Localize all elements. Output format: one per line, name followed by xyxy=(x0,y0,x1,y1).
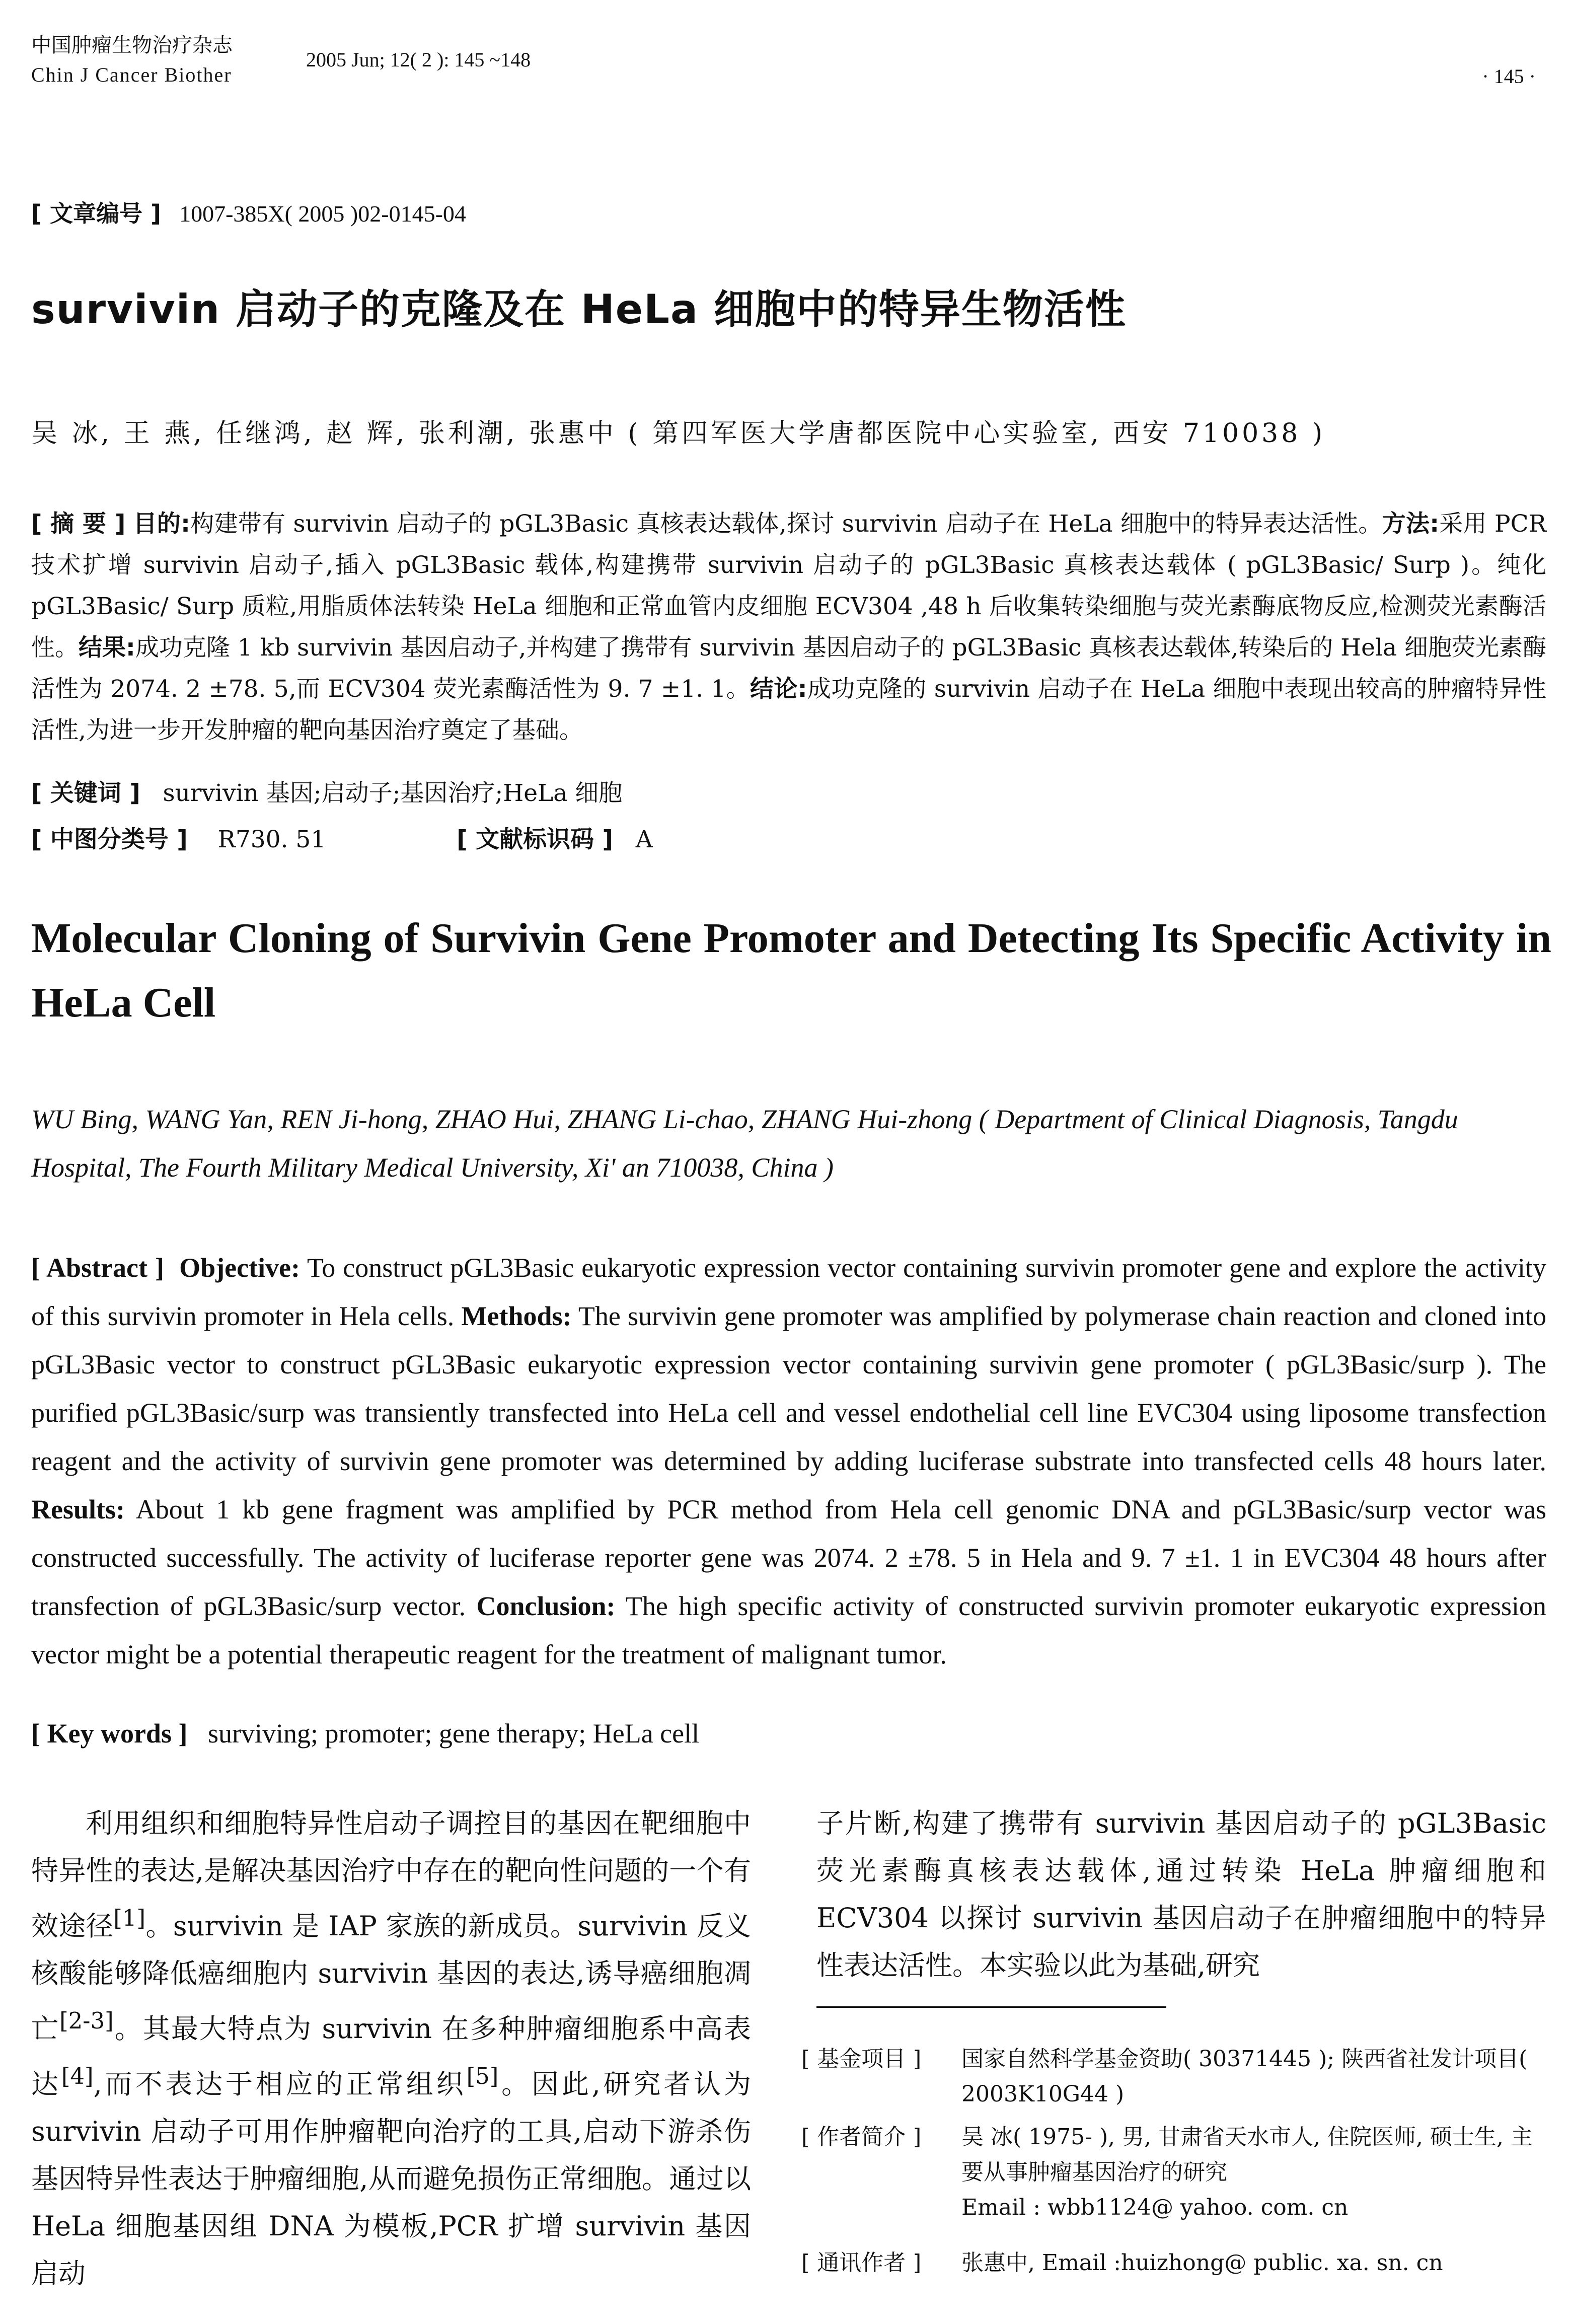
issue-info: 2005 Jun; 12( 2 ): 145 ~148 xyxy=(306,48,531,71)
doc-code-label: [ 文献标识码 ] xyxy=(457,826,613,853)
title-en: Molecular Cloning of Survivin Gene Promoter and Detecting Its Specific Activity in HeLa Cell xyxy=(31,915,1551,1026)
abstract-cn xyxy=(31,503,1546,751)
body-left-column xyxy=(31,1800,751,2297)
body-text: ,而不表达于相应的正常组织 xyxy=(93,2068,467,2100)
footnote-correspondence xyxy=(801,2245,1545,2281)
results-cn: 成功克隆 1 kb survivin 基因启动子,并构建了携带有 survivin 基因启动子的 pGL3Basic 真核表达载体,转染后的 Hela 细胞荧光素酶活性为 2074. 2 ±78. 5,而 ECV304 荧光素酶活性为 9. 7 ±1. 1。 xyxy=(31,634,1547,703)
page-number: · 145 · xyxy=(1482,65,1536,88)
results-en-label: Results: xyxy=(31,1494,125,1524)
conclusion-cn-label: 结论: xyxy=(750,675,807,703)
citation: [4] xyxy=(61,2063,94,2089)
article-number-label: [ 文章编号 ] xyxy=(31,200,162,227)
classification xyxy=(31,821,653,854)
objective-en-label: Objective: xyxy=(179,1253,300,1283)
body-text: 。survivin 是 IAP 家族的新成员。survivin 反义核酸能够降低癌细胞内 survivin 基因的表达,诱导癌细胞凋亡 xyxy=(31,1910,751,2045)
footnote-fund xyxy=(801,2042,1545,2112)
body-text: 利用组织和细胞特异性启动子调控目的基因在靶细胞中特异性的表达,是解决基因治疗中存在的靶向性问题的一个有效途径 xyxy=(31,1807,751,1942)
citation: [1] xyxy=(113,1905,146,1931)
author-info-label: [ 作者简介 ] xyxy=(801,2124,922,2150)
body-text: 。因此,研究者认为 survivin 启动子可用作肿瘤靶向治疗的工具,启动下游杀伤基因特异性表达于肿瘤细胞,从而避免损伤正常细胞。通过以 HeLa 细胞基因组 DNA 为模板,PCR 扩增 survivin 基因启动 xyxy=(31,2068,752,2289)
abstract-en-label: [ Abstract ] xyxy=(31,1253,165,1283)
body-right-column: 子片断,构建了携带有 survivin 基因启动子的 pGL3Basic 荧光素酶真核表达载体,通过转染 HeLa 肿瘤细胞和 ECV304 以探讨 survivin 基因启动子在肿瘤细胞中的特异性表达活性。本实验以此为基础,研究 xyxy=(816,1807,1546,1981)
author-bio: 吴 冰( 1975- ), 男, 甘肃省天水市人, 住院医师, 硕士生, 主要从事肿瘤基因治疗的研究 xyxy=(961,2124,1533,2185)
footnote-author xyxy=(801,2120,1545,2225)
article-number xyxy=(31,195,466,229)
methods-cn: 采用 PCR 技术扩增 survivin 启动子,插入 pGL3Basic 载体,构建携带 survivin 启动子的 pGL3Basic 真核表达载体 ( pGL3Basic/ Surp )。纯化 pGL3Basic/ Surp 质粒,用脂质体法转染 HeLa 细胞和正常血管内皮细胞 ECV304 ,48 h 后收集转染细胞与荧光素酶底物反应,检测荧光素酶活性。 xyxy=(31,510,1546,662)
journal-name-cn: 中国肿瘤生物治疗杂志 xyxy=(31,34,233,57)
conclusion-en: The high specific activity of constructed survivin promoter eukaryotic expression vector might be a potential therapeutic reagent for the treatment of malignant tumor. xyxy=(31,1591,1546,1669)
objective-cn: 构建带有 survivin 启动子的 pGL3Basic 真核表达载体,探讨 survivin 启动子在 HeLa 细胞中的特异表达活性。 xyxy=(190,510,1382,538)
abstract-en xyxy=(31,1244,1546,1679)
author-info-text xyxy=(961,2120,1545,2225)
keywords-cn-value: survivin 基因;启动子;基因治疗;HeLa 细胞 xyxy=(163,779,623,807)
methods-en: The survivin gene promoter was amplified by polymerase chain reaction and cloned into pGL3Basic vector to construct pGL3Basic eukaryotic expression vector containing survivin gene promoter ( pGL3Basic/surp ). The purified pGL3Basic/surp was transiently transfected into HeLa cell and vessel endothelial cell line EVC304 using liposome transfection reagent and the activity of survivin gene promoter was determined by adding luciferase substrate into transfected cells 48 hours later. xyxy=(31,1301,1546,1476)
corresponding-label: [ 通讯作者 ] xyxy=(801,2250,922,2276)
results-cn-label: 结果: xyxy=(79,634,135,662)
journal-name-en: Chin J Cancer Biother xyxy=(31,63,232,86)
authors-cn: 吴 冰, 王 燕, 任继鸿, 赵 辉, 张利潮, 张惠中 ( 第四军医大学唐都医院中心实验室, 西安 710038 ) xyxy=(31,418,1326,449)
body-text: 。其最大特点为 survivin 在多种肿瘤细胞系中高表达 xyxy=(31,2013,752,2100)
conclusion-cn: 成功克隆的 survivin 启动子在 HeLa 细胞中表现出较高的肿瘤特异性活性,为进一步开发肿瘤的靶向基因治疗奠定了基础。 xyxy=(31,675,1547,744)
clc-value: R730. 51 xyxy=(217,826,326,853)
methods-en-label: Methods: xyxy=(461,1301,572,1331)
title-cn: survivin 启动子的克隆及在 HeLa 细胞中的特异生物活性 xyxy=(31,286,1127,333)
authors-en: WU Bing, WANG Yan, REN Ji-hong, ZHAO Hui, ZHANG Li-chao, ZHANG Hui-zhong ( Department of Clinical Diagnosis, Tangdu Hospital, The Fourth Military Medical University, Xi' an 710038, China ) xyxy=(31,1104,1458,1183)
methods-cn-label: 方法: xyxy=(1382,510,1440,538)
author-email: Email : wbb1124@ yahoo. com. cn xyxy=(961,2195,1349,2220)
keywords-en-label: [ Key words ] xyxy=(31,1718,188,1749)
fund-label: [ 基金项目 ] xyxy=(801,2046,922,2072)
article-number-value: 1007-385X( 2005 )02-0145-04 xyxy=(179,201,466,227)
keywords-cn xyxy=(31,774,622,808)
objective-cn-label: 目的: xyxy=(133,510,190,538)
doc-code-value: A xyxy=(635,826,653,853)
citation: [2-3] xyxy=(59,2007,114,2034)
keywords-en-value: surviving; promoter; gene therapy; HeLa cell xyxy=(207,1718,700,1749)
footnote-rule xyxy=(816,2006,1166,2008)
fund-text: 国家自然科学基金资助( 30371445 ); 陕西省社发计项目( 2003K10G44 ) xyxy=(961,2046,1528,2107)
objective-en: To construct pGL3Basic eukaryotic expression vector containing survivin promoter gene and explore the activity of this survivin promoter in Hela cells. xyxy=(31,1253,1547,1331)
clc-label: [ 中图分类号 ] xyxy=(31,826,188,853)
corresponding-text: 张惠中, Email :huizhong@ public. xa. sn. cn xyxy=(961,2250,1443,2276)
results-en: About 1 kb gene fragment was amplified by PCR method from Hela cell genomic DNA and pGL3Basic/surp vector was constructed successfully. The activity of luciferase reporter gene was 2074. 2 ±78. 5 in Hela and 9. 7 ±1. 1 in EVC304 48 hours after transfection of pGL3Basic/surp vector. xyxy=(31,1494,1546,1621)
abstract-cn-label: [ 摘 要 ] xyxy=(31,510,126,538)
keywords-cn-label: [ 关键词 ] xyxy=(31,779,140,807)
conclusion-en-label: Conclusion: xyxy=(476,1591,616,1621)
citation: [5] xyxy=(466,2063,499,2089)
keywords-en xyxy=(31,1718,699,1749)
